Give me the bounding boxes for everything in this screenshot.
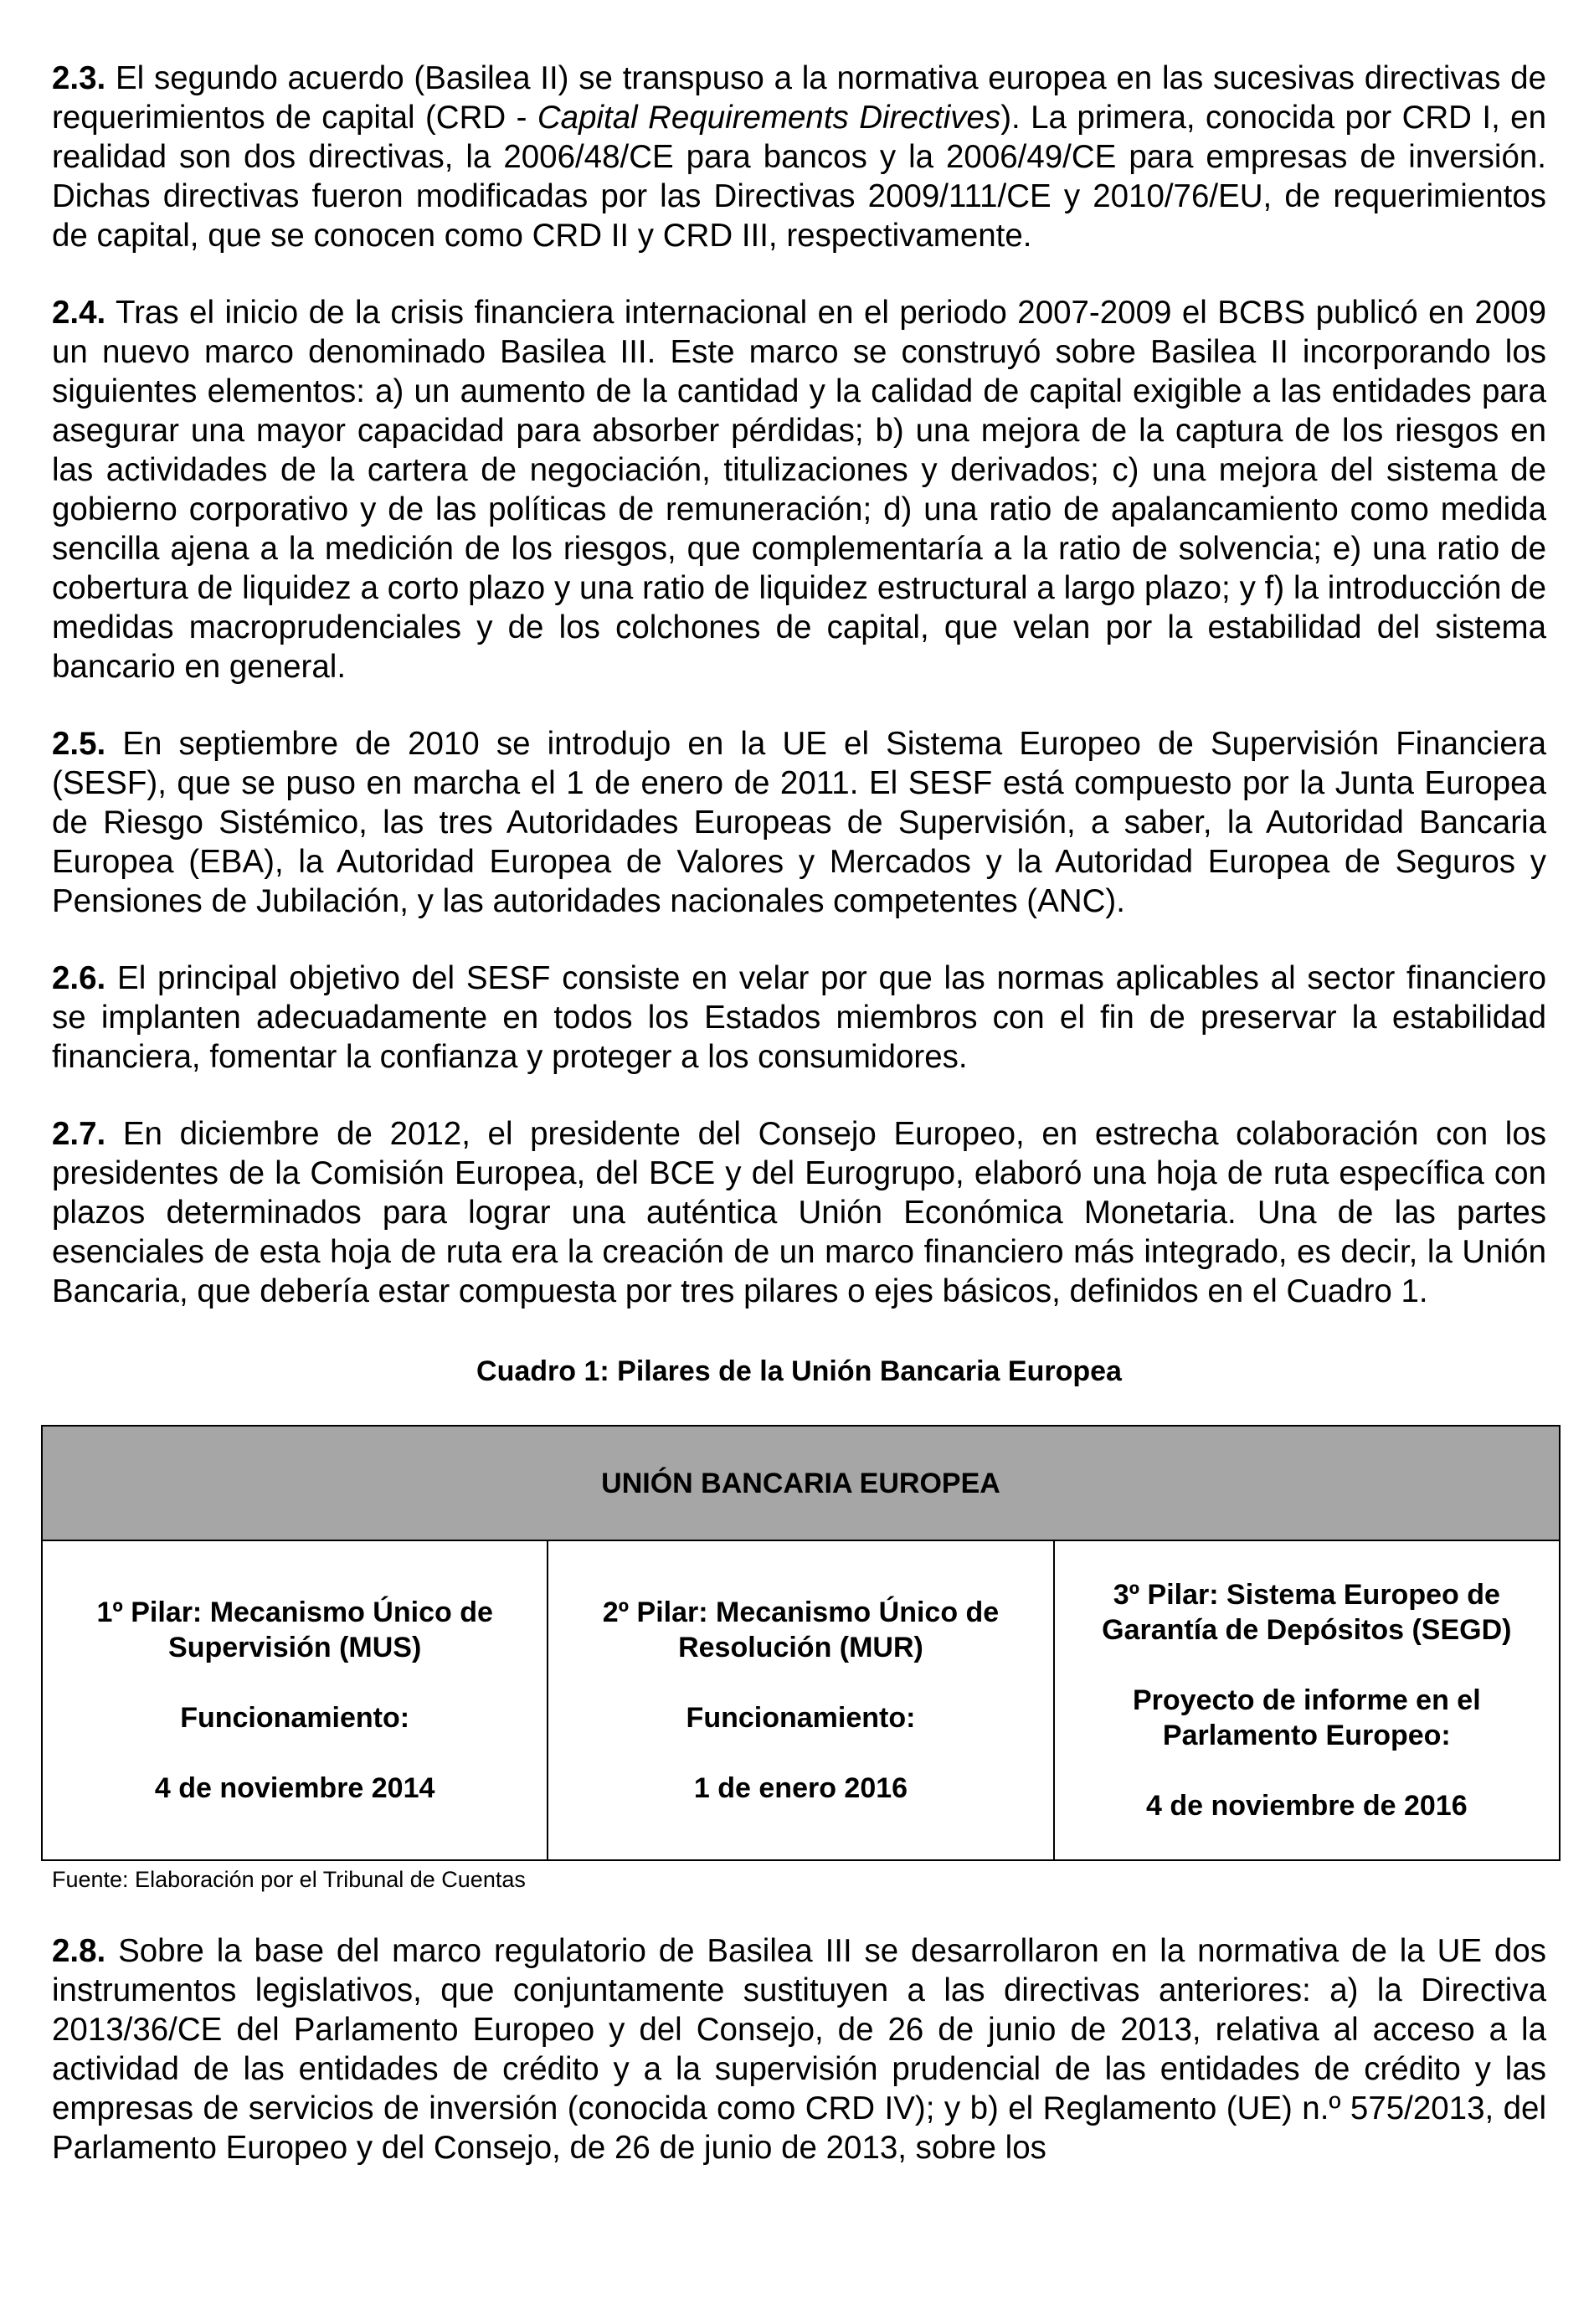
paragraph-2-6: [52, 959, 1546, 1077]
paragraph-number: 2.8.: [52, 1933, 106, 1969]
pillar-date: 4 de noviembre de 2016: [1146, 1790, 1468, 1822]
document-page: [52, 59, 1546, 2205]
paragraph-text: Tras el inicio de la crisis financiera internacional en el periodo 2007-2009 el BCBS publicó en 2009 un nuevo marco denominado Basilea III. Este marco se construyó sobre Basilea II incorporando los siguientes elementos: a) un aumento de la cantidad y la calidad de capital exigible a las entidades para asegurar una mayor capacidad para absorber pérdidas; b) una mejora de la captura de los riesgos en las actividades de la cartera de negociación, titulizaciones y derivados; c) una mejora del sistema de gobierno corporativo y de las políticas de remuneración; d) una ratio de apalancamiento como medida sencilla ajena a la medición de los riesgos, que complementaría a la ratio de solvencia; e) una ratio de cobertura de liquidez a corto plazo y una ratio de liquidez estructural a largo plazo; y f) la introducción de medidas macroprudenciales y de los colchones de capital, que velan por la estabilidad del sistema bancario en general.: [52, 295, 1546, 685]
pillar-status-label: Proyecto de informe en el Parlamento Europeo:: [1132, 1684, 1481, 1751]
paragraph-text: En septiembre de 2010 se introdujo en la UE el Sistema Europeo de Supervisión Financiera (SESF), que se puso en marcha el 1 de enero de 2011. El SESF está compuesto por la Junta Europea de Riesgo Sistémico, las tres Autoridades Europeas de Supervisión, a saber, la Autoridad Bancaria Europea (EBA), la Autoridad Europea de Valores y Mercados y la Autoridad Europea de Seguros y Pensiones de Jubilación, y las autoridades nacionales competentes (ANC).: [52, 726, 1546, 919]
pillar-date: 4 de noviembre 2014: [154, 1772, 435, 1804]
pillar-status-label: Funcionamiento:: [686, 1702, 916, 1734]
pillar-status-label: Funcionamiento:: [180, 1702, 410, 1734]
pillar-title: 2º Pilar: Mecanismo Único de Resolución (MUR): [602, 1596, 1000, 1663]
pillar-cell-2: [548, 1540, 1053, 1860]
paragraph-number: 2.6.: [52, 960, 106, 996]
paragraph-2-3: [52, 59, 1546, 255]
paragraph-2-7: [52, 1114, 1546, 1311]
paragraph-text: Sobre la base del marco regulatorio de Basilea III se desarrollaron en la normativa de la UE dos instrumentos legislativos, que conjuntamente sustituyen a las directivas anteriores: a) la Directiva 2013/36/CE del Parlamento Europeo y del Consejo, de 26 de junio de 2013, relativa al acceso a la actividad de las entidades de crédito y a la supervisión prudencial de las entidades de crédito y las empresas de servicios de inversión (conocida como CRD IV); y b) el Reglamento (UE) n.º 575/2013, del Parlamento Europeo y del Consejo, de 26 de junio de 2013, sobre los: [52, 1933, 1546, 2166]
table-header: UNIÓN BANCARIA EUROPEA: [42, 1426, 1560, 1540]
paragraph-text: En diciembre de 2012, el presidente del Consejo Europeo, en estrecha colaboración con los presidentes de la Comisión Europea, del BCE y del Eurogrupo, elaboró una hoja de ruta específica con plazos determinados para lograr una auténtica Unión Económica Monetaria. Una de las partes esenciales de esta hoja de ruta era la creación de un marco financiero más integrado, es decir, la Unión Bancaria, que debería estar compuesta por tres pilares o ejes básicos, definidos en el Cuadro 1.: [52, 1116, 1546, 1309]
paragraph-number: 2.4.: [52, 295, 106, 331]
table-source-note: Fuente: Elaboración por el Tribunal de Cuentas: [52, 1867, 526, 1892]
paragraph-number: 2.3.: [52, 60, 106, 96]
pillars-table: [41, 1425, 1561, 1861]
table-caption: Cuadro 1: Pilares de la Unión Bancaria Europea: [476, 1355, 1122, 1387]
pillar-cell-3: [1054, 1540, 1560, 1860]
pillar-title: 3º Pilar: Sistema Europeo de Garantía de Depósitos (SEGD): [1102, 1579, 1512, 1646]
pillar-date: 1 de enero 2016: [693, 1772, 908, 1804]
paragraph-italic-text: Capital Requirements Directives: [537, 100, 1001, 136]
paragraph-2-4: [52, 293, 1546, 686]
paragraph-text: El principal objetivo del SESF consiste en velar por que las normas aplicables al sector financiero se implanten adecuadamente en todos los Estados miembros con el fin de preservar la estabilidad financiera, fomentar la confianza y proteger a los consumidores.: [52, 960, 1546, 1075]
pillar-title: 1º Pilar: Mecanismo Único de Supervisión (MUS): [96, 1596, 493, 1663]
table-header-row: [42, 1426, 1560, 1540]
paragraph-number: 2.7.: [52, 1116, 106, 1152]
paragraph-2-8: [52, 1931, 1546, 2167]
paragraph-text: ). La primera, conocida por CRD I, en realidad son dos directivas, la 2006/48/CE para bancos y la 2006/49/CE para empresas de inversión. Dichas directivas fueron modificadas por las Directivas 2009/111/CE y 2010/76/EU, de requerimientos de capital, que se conocen como CRD II y CRD III, respectivamente.: [52, 100, 1547, 254]
paragraph-2-5: [52, 724, 1546, 921]
pillar-cell-1: [42, 1540, 548, 1860]
paragraph-number: 2.5.: [52, 726, 106, 762]
table-row: [42, 1540, 1560, 1860]
paragraph-text: El segundo acuerdo (Basilea II) se transpuso a la normativa europea en las sucesivas directivas de requerimientos de capital (CRD -: [52, 60, 1546, 136]
